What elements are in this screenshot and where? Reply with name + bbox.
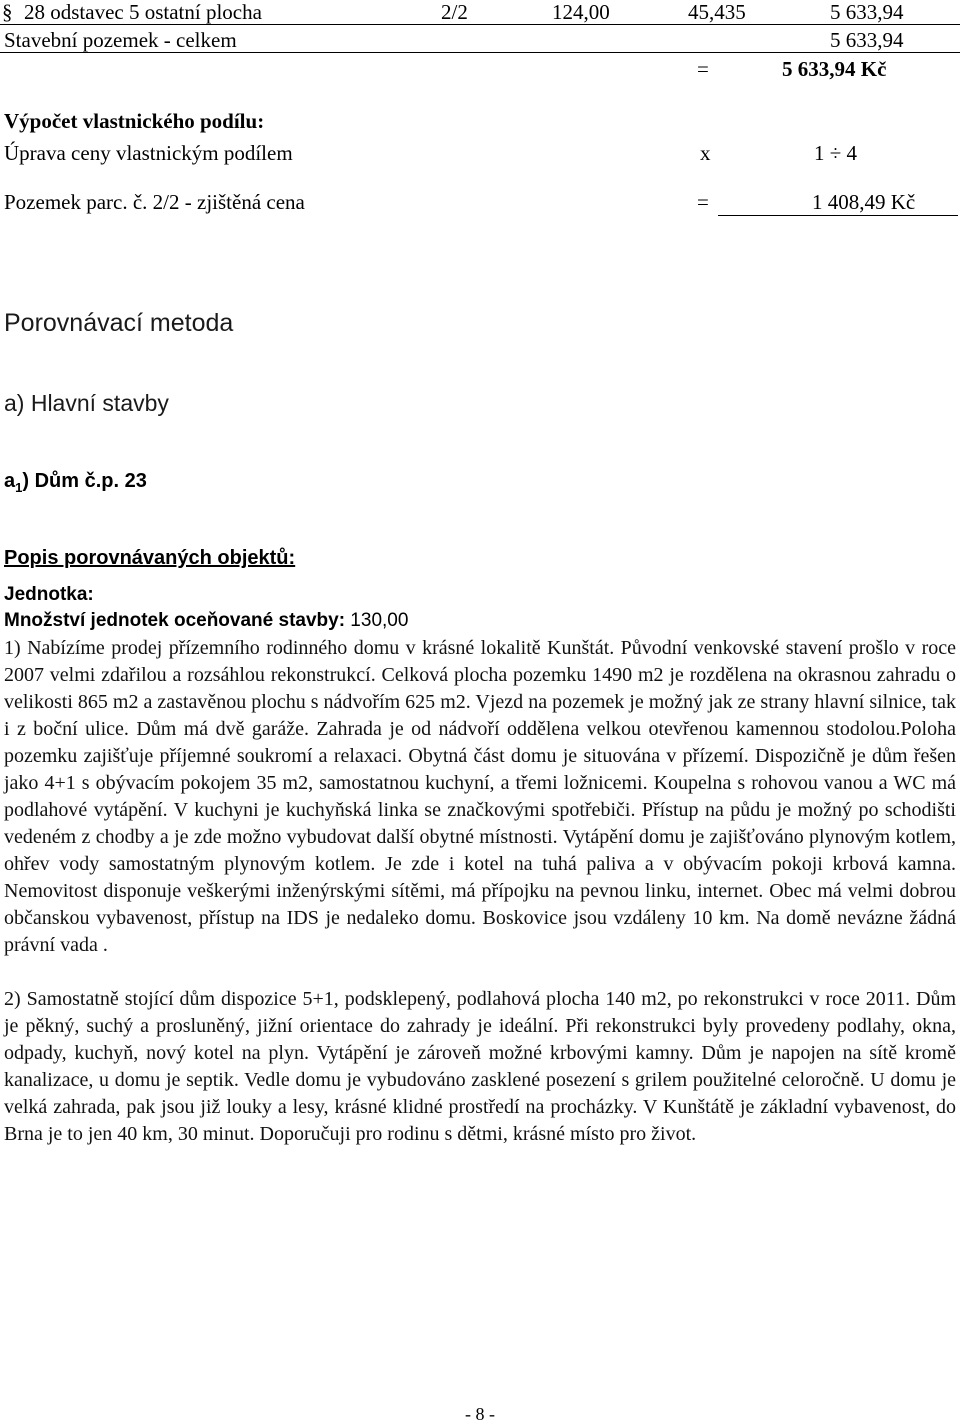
adjust-ratio: 1 ÷ 4 bbox=[814, 141, 858, 165]
row2-total: 5 633,94 bbox=[830, 28, 904, 52]
item-subscript: 1 bbox=[15, 480, 23, 495]
result-equals: = bbox=[697, 190, 709, 214]
adjust-operator: x bbox=[700, 141, 711, 165]
main-buildings-heading: a) Hlavní stavby bbox=[4, 390, 169, 416]
unit-label: Jednotka: bbox=[4, 584, 94, 605]
share-title: Výpočet vlastnického podílu: bbox=[4, 109, 265, 133]
row2-divider bbox=[0, 52, 960, 53]
quantity-row bbox=[4, 610, 408, 632]
description-paragraph-2: 2) Samostatně stojící dům dispozice 5+1, podsklepený, podlahová plocha 140 m2, po rekonstrukci v roce 2011. Dům je pěkný, suchý a prosluněný, jižní orientace do zahrady je ideální. Při rekonstrukci byly provedeny podlahy, okna, odpady, kuchyň, nový kotel na plyn. Vytápění je zároveň možné krbovými kamny. Dům je napojen na sítě kromě kanalizace, u domu je septik. Vedle domu je vybudováno zasklené posezení s grilem použitelné celoročně. U domu je velká zahrada, pak jsou již louky a lesy, krásné klidné prostředí na procházky. V Kunštátě je základní vybavenost, do Brna je to jen 40 km, 30 minut. Doporučuji pro rodinu s dětmi, krásné místo pro život. bbox=[4, 988, 956, 1145]
result-value: 1 408,49 Kč bbox=[812, 190, 916, 214]
item-title-text: ) Dům č.p. 23 bbox=[22, 470, 147, 492]
row1-total: 5 633,94 bbox=[830, 0, 904, 24]
objects-heading: Popis porovnávaných objektů: bbox=[4, 547, 296, 569]
item-title bbox=[4, 470, 147, 495]
comparison-heading: Porovnávací metoda bbox=[4, 309, 234, 337]
description-block bbox=[4, 635, 956, 1148]
row1-area: 124,00 bbox=[552, 0, 610, 24]
quantity-label: Množství jednotek oceňované stavby: bbox=[4, 610, 346, 631]
result-underline bbox=[718, 215, 958, 216]
page-number: - 8 - bbox=[465, 1404, 495, 1424]
section-sign: § bbox=[2, 0, 13, 24]
row1-share: 2/2 bbox=[441, 0, 468, 24]
row1-unit-price: 45,435 bbox=[688, 0, 746, 24]
quantity-value: 130,00 bbox=[345, 610, 409, 631]
description-paragraph-1: 1) Nabízíme prodej přízemního rodinného domu v krásné lokalitě Kunštát. Původní venkovské stavení prošlo v roce 2007 velmi zdařilou a rozsáhlou rekonstrukcí. Celková plocha pozemku 1490 m2 je rozdělena na okrasnou zahradu o velikosti 865 m2 a zastavěnou plochu s nádvořím 625 m2. Vjezd na pozemek je možný jak ze strany hlavní silnice, tak i z boční ulice. Dům má dvě garáže. Zahrada je od nádvoří oddělena velkou otevřenou kamennou stodolou.Poloha pozemku zajišťuje příjemné soukromí a relaxaci. Obytná část domu je situována v přízemí. Dispozičně je dům řešen jako 4+1 s obývacím pokojem 35 m2, samostatnou kuchyní, a třemi ložnicemi. Koupelna s rohovou vanou a WC má podlahové vytápění. V kuchyni je kuchyňská linka se značkovými spotřebiči. Přístup na půdu je možný po schodišti vedeném z chodby a je zde možno vybudovat další obytné místnosti. Vytápění domu je zajišťováno plynovým kotlem, ohřev vody samostatným plynovým kotlem. Je zde i kotel na tuhá paliva a v obývacím pokoji krbová kamna. Nemovitost disponuje veškerými inženýrskými sítěmi, má přípojku na pevnou linku, internet. Obec má velmi dobrou občanskou vybavenost, přístup na IDS je nedaleko domu. Boskovice jsou vzdáleny 10 km. Na domě nevázne žádná právní vada . bbox=[4, 637, 956, 956]
row1-divider bbox=[0, 24, 960, 25]
row3-equals: = bbox=[697, 57, 709, 81]
paragraph-gap bbox=[4, 959, 956, 986]
result-label: Pozemek parc. č. 2/2 - zjištěná cena bbox=[4, 190, 305, 214]
row2-label: Stavební pozemek - celkem bbox=[4, 28, 237, 52]
row1-label: 28 odstavec 5 ostatní plocha bbox=[24, 0, 262, 24]
row3-total: 5 633,94 Kč bbox=[782, 57, 887, 81]
item-prefix: a bbox=[4, 470, 16, 492]
adjust-label: Úprava ceny vlastnickým podílem bbox=[4, 141, 293, 165]
